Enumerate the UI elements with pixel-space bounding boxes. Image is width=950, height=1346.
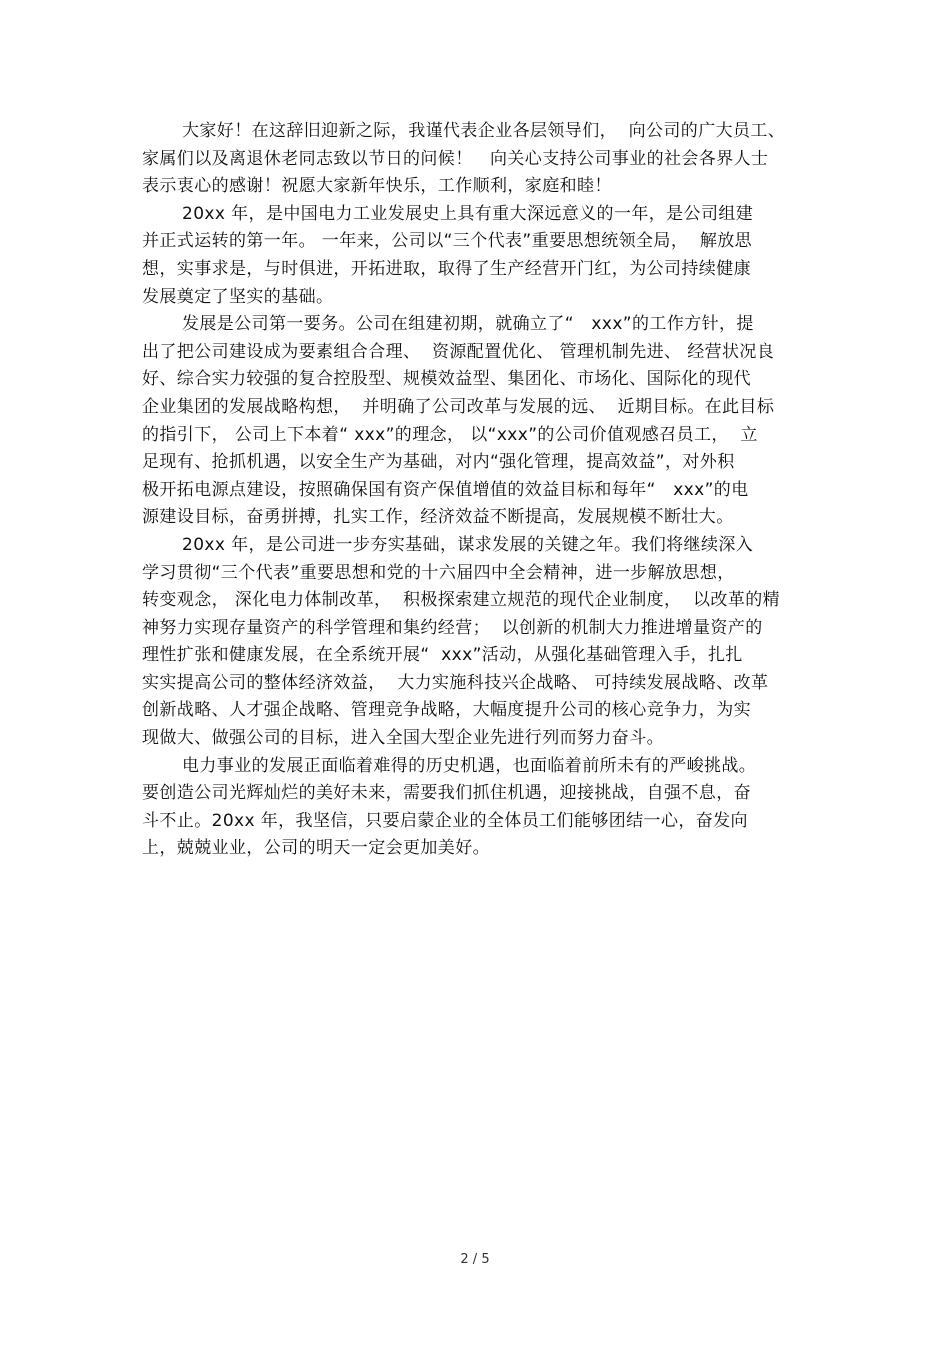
text-line: 发展奠定了坚实的基础。 <box>142 286 334 307</box>
text-line: 大家好！在这辞旧迎新之际，我谨代表企业各层领导们， 向公司的广大员工、 <box>182 121 786 141</box>
text-line: 企业集团的发展战略构想， 并明确了公司改革与发展的远、 近期目标。在此目标 <box>142 396 775 417</box>
text-line: 理性扩张和健康发展，在全系统开展“ xxx”活动，从强化基础管理入手，扎扎 <box>142 645 743 666</box>
text-line: 斗不止。20xx 年，我坚信，只要启蒙企业的全体员工们能够团结一心，奋发向 <box>142 810 748 831</box>
text-line: 现做大、做强公司的目标，进入全国大型企业先进行列而努力奋斗。 <box>142 728 664 749</box>
text-line: 神努力实现存量资产的科学管理和集约经营； 以创新的机制大力推进增量资产的 <box>142 617 763 638</box>
text-line: 实实提高公司的整体经济效益， 大力实施科技兴企战略、 可持续发展战略、改革 <box>142 672 769 693</box>
text-line: 20xx 年，是公司进一步夯实基础，谋求发展的关键之年。我们将继续深入 <box>182 534 754 555</box>
text-line: 电力事业的发展正面临着难得的历史机遇，也面临着前所未有的严峻挑战。 <box>182 755 757 776</box>
text-line: 极开拓电源点建设，按照确保国有资产保值增值的效益目标和每年“ xxx”的电 <box>142 479 749 500</box>
text-line: 出了把公司建设成为要素组合合理、 资源配置优化、 管理机制先进、 经营状况良 <box>142 341 775 362</box>
text-line: 学习贯彻“三个代表”重要思想和党的十六届四中全会精神，进一步解放思想， <box>142 562 735 583</box>
text-line: 想，实事求是，与时俱进，开拓进取，取得了生产经营开门红，为公司持续健康 <box>142 258 751 279</box>
text-line: 并正式运转的第一年。 一年来，公司以“三个代表”重要思想统领全局， 解放思 <box>142 231 753 252</box>
document-body <box>142 118 822 863</box>
text-line: 创新战略、人才强企战略、管理竞争战略，大幅度提升公司的核心竞争力，为实 <box>142 700 751 721</box>
page-number: 2 / 5 <box>460 1252 490 1267</box>
text-line: 好、综合实力较强的复合控股型、规模效益型、集团化、市场化、国际化的现代 <box>142 369 751 390</box>
text-line: 上，兢兢业业，公司的明天一定会更加美好。 <box>142 838 490 859</box>
text-line: 足现有、抢抓机遇，以安全生产为基础，对内“强化管理，提高效益”，对外积 <box>142 452 735 473</box>
text-line: 要创造公司光辉灿烂的美好未来，需要我们抓住机遇，迎接挑战，自强不息，奋 <box>142 783 751 804</box>
text-line: 源建设目标，奋勇拼搏，扎实工作，经济效益不断提高，发展规模不断壮大。 <box>142 507 734 528</box>
text-line: 表示衷心的感谢！祝愿大家新年快乐，工作顺利，家庭和睦！ <box>142 176 612 197</box>
text-line: 转变观念， 深化电力体制改革， 积极探索建立规范的现代企业制度， 以改革的精 <box>142 590 781 611</box>
text-line: 家属们以及离退休老同志致以节日的问候！ 向关心支持公司事业的社会各界人士 <box>142 148 769 169</box>
text-line: 发展是公司第一要务。公司在组建初期，就确立了“ xxx”的工作方针，提 <box>182 314 754 335</box>
text-line: 20xx 年，是中国电力工业发展史上具有重大深远意义的一年，是公司组建 <box>182 203 754 224</box>
text-line: 的指引下， 公司上下本着“ xxx”的理念， 以“xxx”的公司价值观感召员工， 立 <box>142 424 758 445</box>
